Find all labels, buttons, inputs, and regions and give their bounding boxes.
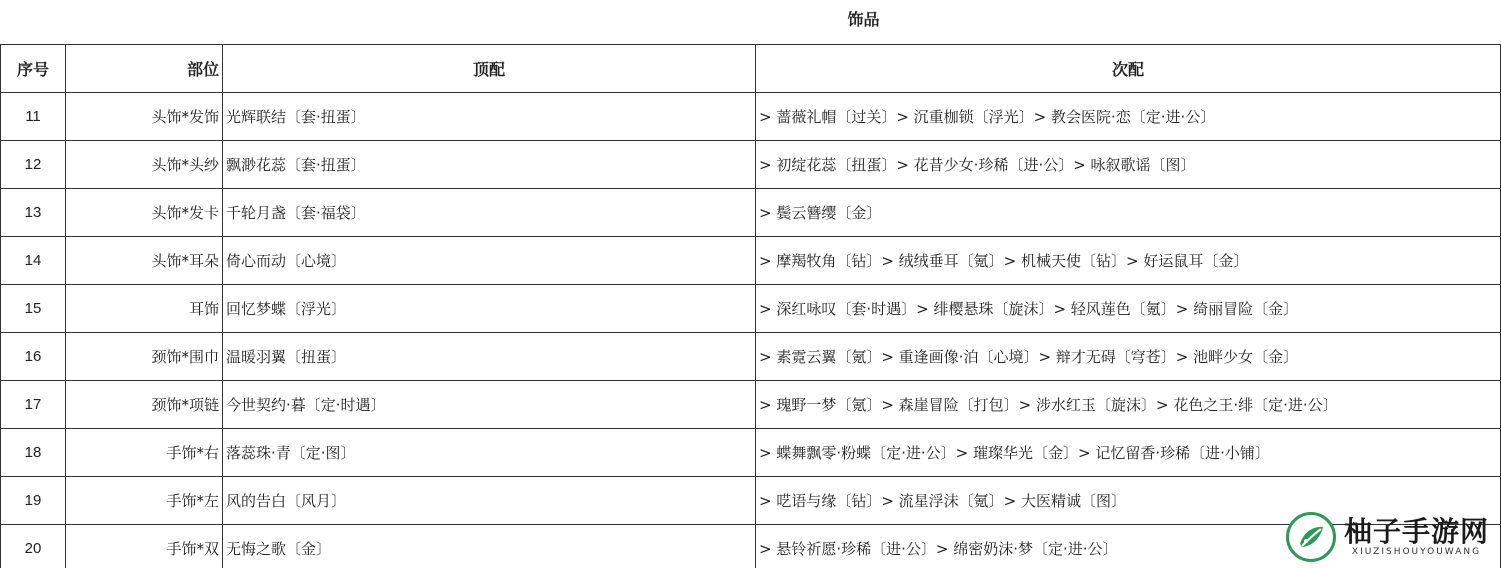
watermark-brand: 柚子手游网 [1343, 515, 1489, 548]
row-top: 倚心而动〔心境〕 [223, 237, 756, 285]
row-sub: > 瑰野一梦〔氪〕> 森崖冒险〔打包〕> 涉水红玉〔旋沫〕> 花色之王·绯〔定·进·公〕 [756, 381, 1501, 429]
row-top: 落蕊珠·青〔定·图〕 [223, 429, 756, 477]
row-part: 手饰*右 [66, 429, 223, 477]
row-sub: > 鬓云簪缨〔金〕 [756, 189, 1501, 237]
row-sub: > 悬铃祈愿·珍稀〔进·公〕> 绵密奶沫·梦〔定·进·公〕 [756, 525, 1501, 568]
table-row [1, 429, 1501, 477]
row-top: 今世契约·暮〔定·时遇〕 [223, 381, 756, 429]
leaf-logo-icon [1286, 512, 1336, 562]
row-part: 头饰*头纱 [66, 141, 223, 189]
row-index: 17 [1, 381, 66, 429]
row-sub: > 呓语与缘〔钻〕> 流星浮沫〔氪〕> 大医精诚〔图〕 [756, 477, 1501, 525]
row-index: 20 [1, 525, 66, 568]
row-part: 颈饰*项链 [66, 381, 223, 429]
row-index: 18 [1, 429, 66, 477]
table-row [1, 525, 1501, 568]
row-part: 头饰*发饰 [66, 93, 223, 141]
row-part: 头饰*发卡 [66, 189, 223, 237]
row-index: 15 [1, 285, 66, 333]
watermark-text [1344, 517, 1489, 557]
row-index: 13 [1, 189, 66, 237]
table-row [1, 141, 1501, 189]
header-top: 顶配 [223, 45, 756, 93]
row-sub: > 蔷薇礼帽〔过关〕> 沉重枷锁〔浮光〕> 教会医院·恋〔定·进·公〕 [756, 93, 1501, 141]
row-sub: > 深红咏叹〔套·时遇〕> 绯樱悬珠〔旋沫〕> 轻风莲色〔氪〕> 绮丽冒险〔金〕 [756, 285, 1501, 333]
row-top: 温暖羽翼〔扭蛋〕 [223, 333, 756, 381]
row-sub: > 初绽花蕊〔扭蛋〕> 花昔少女·珍稀〔进·公〕> 咏叙歌谣〔图〕 [756, 141, 1501, 189]
row-index: 12 [1, 141, 66, 189]
watermark [1286, 512, 1489, 562]
table-row [1, 237, 1501, 285]
table-body [1, 93, 1501, 568]
table-row [1, 381, 1501, 429]
row-part: 手饰*左 [66, 477, 223, 525]
row-part: 耳饰 [66, 285, 223, 333]
row-sub: > 素霓云翼〔氪〕> 重逢画像·泊〔心境〕> 辩才无碍〔穹苍〕> 池畔少女〔金〕 [756, 333, 1501, 381]
row-sub: > 摩羯牧角〔钻〕> 绒绒垂耳〔氪〕> 机械天使〔钻〕> 好运鼠耳〔金〕 [756, 237, 1501, 285]
row-part: 手饰*双 [66, 525, 223, 568]
table-header-row [1, 45, 1501, 93]
table-row [1, 189, 1501, 237]
table-title: 饰品 [847, 10, 880, 29]
row-index: 11 [1, 93, 66, 141]
table-row [1, 477, 1501, 525]
watermark-domain: XIUZISHOUYOUWANG [1351, 547, 1482, 557]
row-top: 无悔之歌〔金〕 [223, 525, 756, 568]
table-row [1, 285, 1501, 333]
row-index: 19 [1, 477, 66, 525]
row-part: 头饰*耳朵 [66, 237, 223, 285]
row-sub: > 蝶舞飘零·粉蝶〔定·进·公〕> 璀璨华光〔金〕> 记忆留香·珍稀〔进·小铺〕 [756, 429, 1501, 477]
row-top: 飘渺花蕊〔套·扭蛋〕 [223, 141, 756, 189]
accessory-table [0, 44, 1501, 568]
row-part: 颈饰*围巾 [66, 333, 223, 381]
row-top: 回忆梦蝶〔浮光〕 [223, 285, 756, 333]
row-index: 16 [1, 333, 66, 381]
row-top: 风的告白〔风月〕 [223, 477, 756, 525]
leaf-logo-icon-graphic [1294, 520, 1328, 554]
table-row [1, 333, 1501, 381]
row-top: 光辉联结〔套·扭蛋〕 [223, 93, 756, 141]
header-part: 部位 [66, 45, 223, 93]
header-sub: 次配 [756, 45, 1501, 93]
table-row [1, 93, 1501, 141]
header-index: 序号 [1, 45, 66, 93]
row-top: 千轮月盏〔套·福袋〕 [223, 189, 756, 237]
row-index: 14 [1, 237, 66, 285]
